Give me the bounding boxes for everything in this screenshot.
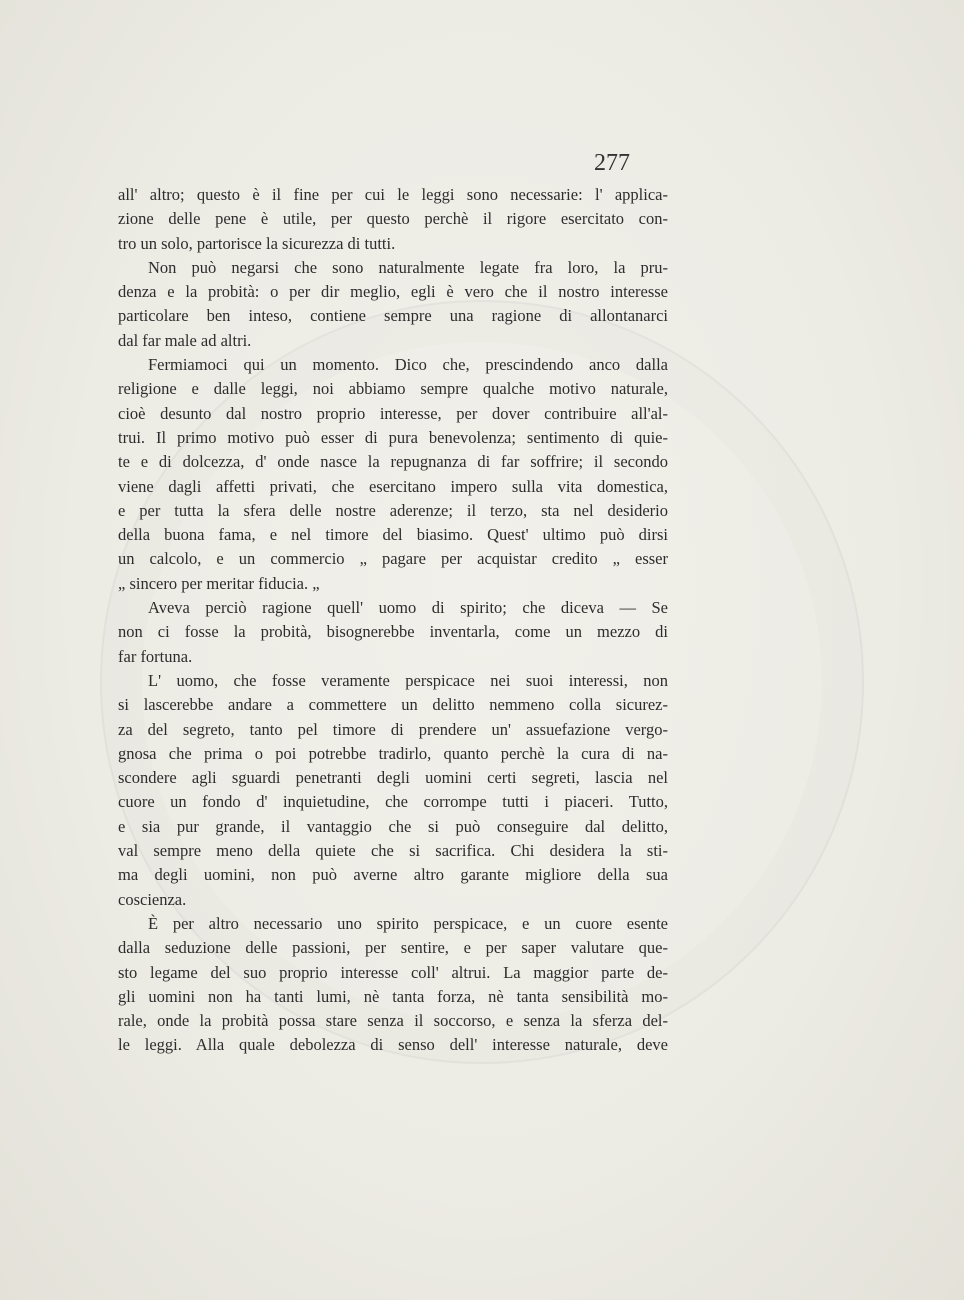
text-line: scondere agli sguardi penetranti degli uomini certi segreti, lascia nel — [118, 768, 668, 788]
text-line: sto legame del suo proprio interesse coll' altrui. La maggior parte de- — [118, 962, 668, 982]
text-line: dal far male ad altri. — [118, 330, 252, 350]
text-line: un calcolo, e un commercio „ pagare per acquistar credito „ esser — [118, 549, 668, 569]
text-line: za del segreto, tanto pel timore di prendere un' assuefazione vergo- — [118, 719, 668, 739]
text-line: e per tutta la sfera delle nostre aderenze; il terzo, sta nel desiderio — [118, 500, 668, 520]
text-line: tro un solo, partorisce la sicurezza di tutti. — [118, 233, 396, 253]
text-line: viene dagli affetti privati, che esercitano impero sulla vita domestica, — [118, 476, 668, 496]
text-line: della buona fama, e nel timore del biasimo. Quest' ultimo può dirsi — [118, 525, 668, 545]
text-line: cuore un fondo d' inquietudine, che corrompe tutti i piaceri. Tutto, — [118, 792, 668, 812]
text-line: gli uomini non ha tanti lumi, nè tanta forza, nè tanta sensibilità mo- — [118, 986, 668, 1006]
text-line: non ci fosse la probità, bisognerebbe inventarla, come un mezzo di — [118, 622, 668, 642]
page-number: 277 — [594, 150, 630, 176]
text-line: L' uomo, che fosse veramente perspicace nei suoi interessi, non — [148, 670, 668, 690]
text-line: dalla seduzione delle passioni, per sentire, e per saper valutare que- — [118, 938, 668, 958]
text-line: coscienza. — [118, 889, 187, 909]
text-line: trui. Il primo motivo può esser di pura benevolenza; sentimento di quie- — [118, 427, 668, 447]
text-line: denza e la probità: o per dir meglio, egli è vero che il nostro interesse — [118, 282, 668, 302]
text-line: Fermiamoci qui un momento. Dico che, prescindendo anco dalla — [148, 355, 668, 375]
text-line: È per altro necessario uno spirito perspicace, e un cuore esente — [148, 913, 668, 933]
text-line: zione delle pene è utile, per questo perchè il rigore esercitato con- — [118, 209, 668, 229]
text-line: te e di dolcezza, d' onde nasce la repugnanza di far soffrire; il secondo — [118, 452, 668, 472]
body-text — [118, 183, 668, 1058]
text-line: si lascerebbe andare a commettere un delitto nemmeno colla sicurez- — [118, 695, 668, 715]
text-line: particolare ben inteso, contiene sempre una ragione di allontanarci — [118, 306, 668, 326]
text-line: Non può negarsi che sono naturalmente legate fra loro, la pru- — [148, 257, 668, 277]
text-line: cioè desunto dal nostro proprio interesse, per dover contribuire all'al- — [118, 403, 668, 423]
text-line: gnosa che prima o poi potrebbe tradirlo, quanto perchè la cura di na- — [118, 743, 668, 763]
text-line: ma degli uomini, non può averne altro garante migliore della sua — [118, 865, 668, 885]
text-line: rale, onde la probità possa stare senza il soccorso, e senza la sferza del- — [118, 1011, 668, 1031]
text-line: le leggi. Alla quale debolezza di senso dell' interesse naturale, deve — [118, 1035, 668, 1055]
text-line: e sia pur grande, il vantaggio che si può conseguire dal delitto, — [118, 816, 668, 836]
text-line: Aveva perciò ragione quell' uomo di spirito; che diceva — Se — [148, 598, 668, 618]
text-line: all' altro; questo è il fine per cui le leggi sono necessarie: l' applica- — [118, 185, 668, 204]
text-line: val sempre meno della quiete che si sacrifica. Chi desidera la sti- — [118, 841, 668, 861]
text-line: far fortuna. — [118, 646, 193, 666]
text-line: „ sincero per meritar fiducia. „ — [118, 573, 320, 593]
text-line: religione e dalle leggi, noi abbiamo sempre qualche motivo naturale, — [118, 379, 668, 399]
